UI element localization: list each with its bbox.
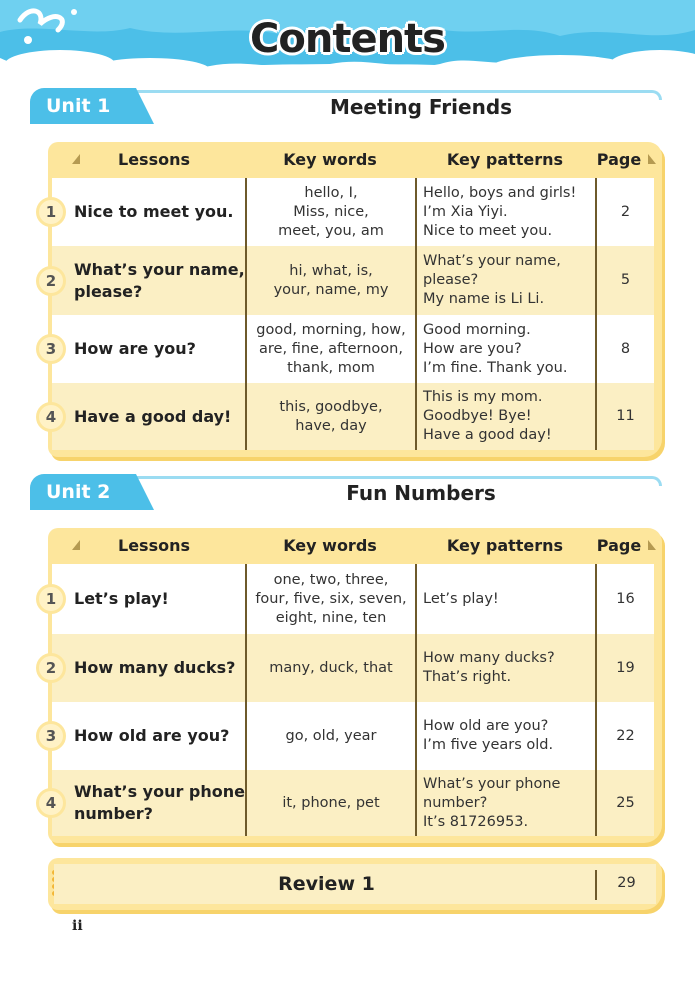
unit-2-title: Fun Numbers [346,481,496,505]
page-number: 22 [595,702,654,770]
lesson-number: 3 [36,334,66,364]
corner-arrow-icon [648,154,656,164]
key-words: one, two, three, four, five, six, seven, eight, nine, ten [245,564,415,634]
key-patterns: What’s your phone number? It’s 81726953. [415,770,595,836]
page-number: 25 [595,770,654,836]
page-number: 8 [595,315,654,383]
key-words: this, goodbye, have, day [245,383,415,450]
col-key-patterns: Key patterns [446,536,564,555]
corner-arrow-icon [648,540,656,550]
col-key-patterns: Key patterns [446,150,564,169]
unit-1-title: Meeting Friends [329,95,513,119]
unit-2-tab: Unit 2 [30,474,136,510]
col-lessons: Lessons [118,150,190,169]
key-words: hi, what, is, your, name, my [245,246,415,315]
key-patterns: Good morning. How are you? I’m fine. Thank you. [415,315,595,383]
lesson-title: How are you? [74,339,196,358]
page-number: 2 [595,178,654,246]
lesson-row [45,315,654,383]
col-key-words: Key words [283,150,377,169]
lesson-row [45,634,654,702]
key-words: go, old, year [245,702,415,770]
page-number: 11 [595,383,654,450]
key-words: it, phone, pet [245,770,415,836]
key-words: hello, I, Miss, nice, meet, you, am [245,178,415,246]
unit-2-header [30,474,662,514]
unit-1-header [30,88,662,128]
key-words: good, morning, how, are, fine, afternoon, thank, mom [245,315,415,383]
col-page: Page [596,150,642,169]
page-number: 19 [595,634,654,702]
key-patterns: Hello, boys and girls! I’m Xia Yiyi. Nice to meet you. [415,178,595,246]
lesson-number: 2 [36,266,66,296]
table-header [48,528,662,564]
page-footer-number: ii [72,918,83,934]
lesson-title: Have a good day! [74,406,232,426]
lesson-row [45,383,654,450]
lesson-number: 1 [36,584,66,614]
col-page: Page [596,536,642,555]
col-key-words: Key words [283,536,377,555]
unit-1-table [45,142,662,457]
lesson-number: 4 [36,788,66,818]
lesson-row [45,702,654,770]
key-words: many, duck, that [245,634,415,702]
key-patterns: How old are you? I’m five years old. [415,702,595,770]
key-patterns: What’s your name, please? My name is Li Li. [415,246,595,315]
lesson-title: What’s your phone number? [74,782,246,823]
lesson-title: Nice to meet you. [74,202,234,221]
lesson-number: 3 [36,721,66,751]
unit-2-table [45,528,662,843]
page-title: Contents [250,16,445,62]
lesson-row [45,246,654,315]
review-1-row [48,858,662,910]
table-header [48,142,662,178]
lesson-title: What’s your name, please? [74,259,245,301]
review-label: Review 1 [278,873,375,895]
page-number: 5 [595,246,654,315]
key-patterns: How many ducks? That’s right. [415,634,595,702]
lesson-number: 2 [36,653,66,683]
lesson-row [45,564,654,634]
unit-1-tab: Unit 1 [30,88,136,124]
lesson-title: How old are you? [74,726,230,745]
lesson-number: 1 [36,197,66,227]
col-lessons: Lessons [118,536,190,555]
lesson-row [45,770,654,836]
lesson-title: How many ducks? [74,658,236,677]
lesson-row [45,178,654,246]
key-patterns: This is my mom. Goodbye! Bye! Have a good day! [415,383,595,450]
lesson-number: 4 [36,402,66,432]
key-patterns: Let’s play! [415,564,595,634]
page-number: 29 [617,875,636,891]
lesson-title: Let’s play! [74,589,169,608]
page-number: 16 [595,564,654,634]
